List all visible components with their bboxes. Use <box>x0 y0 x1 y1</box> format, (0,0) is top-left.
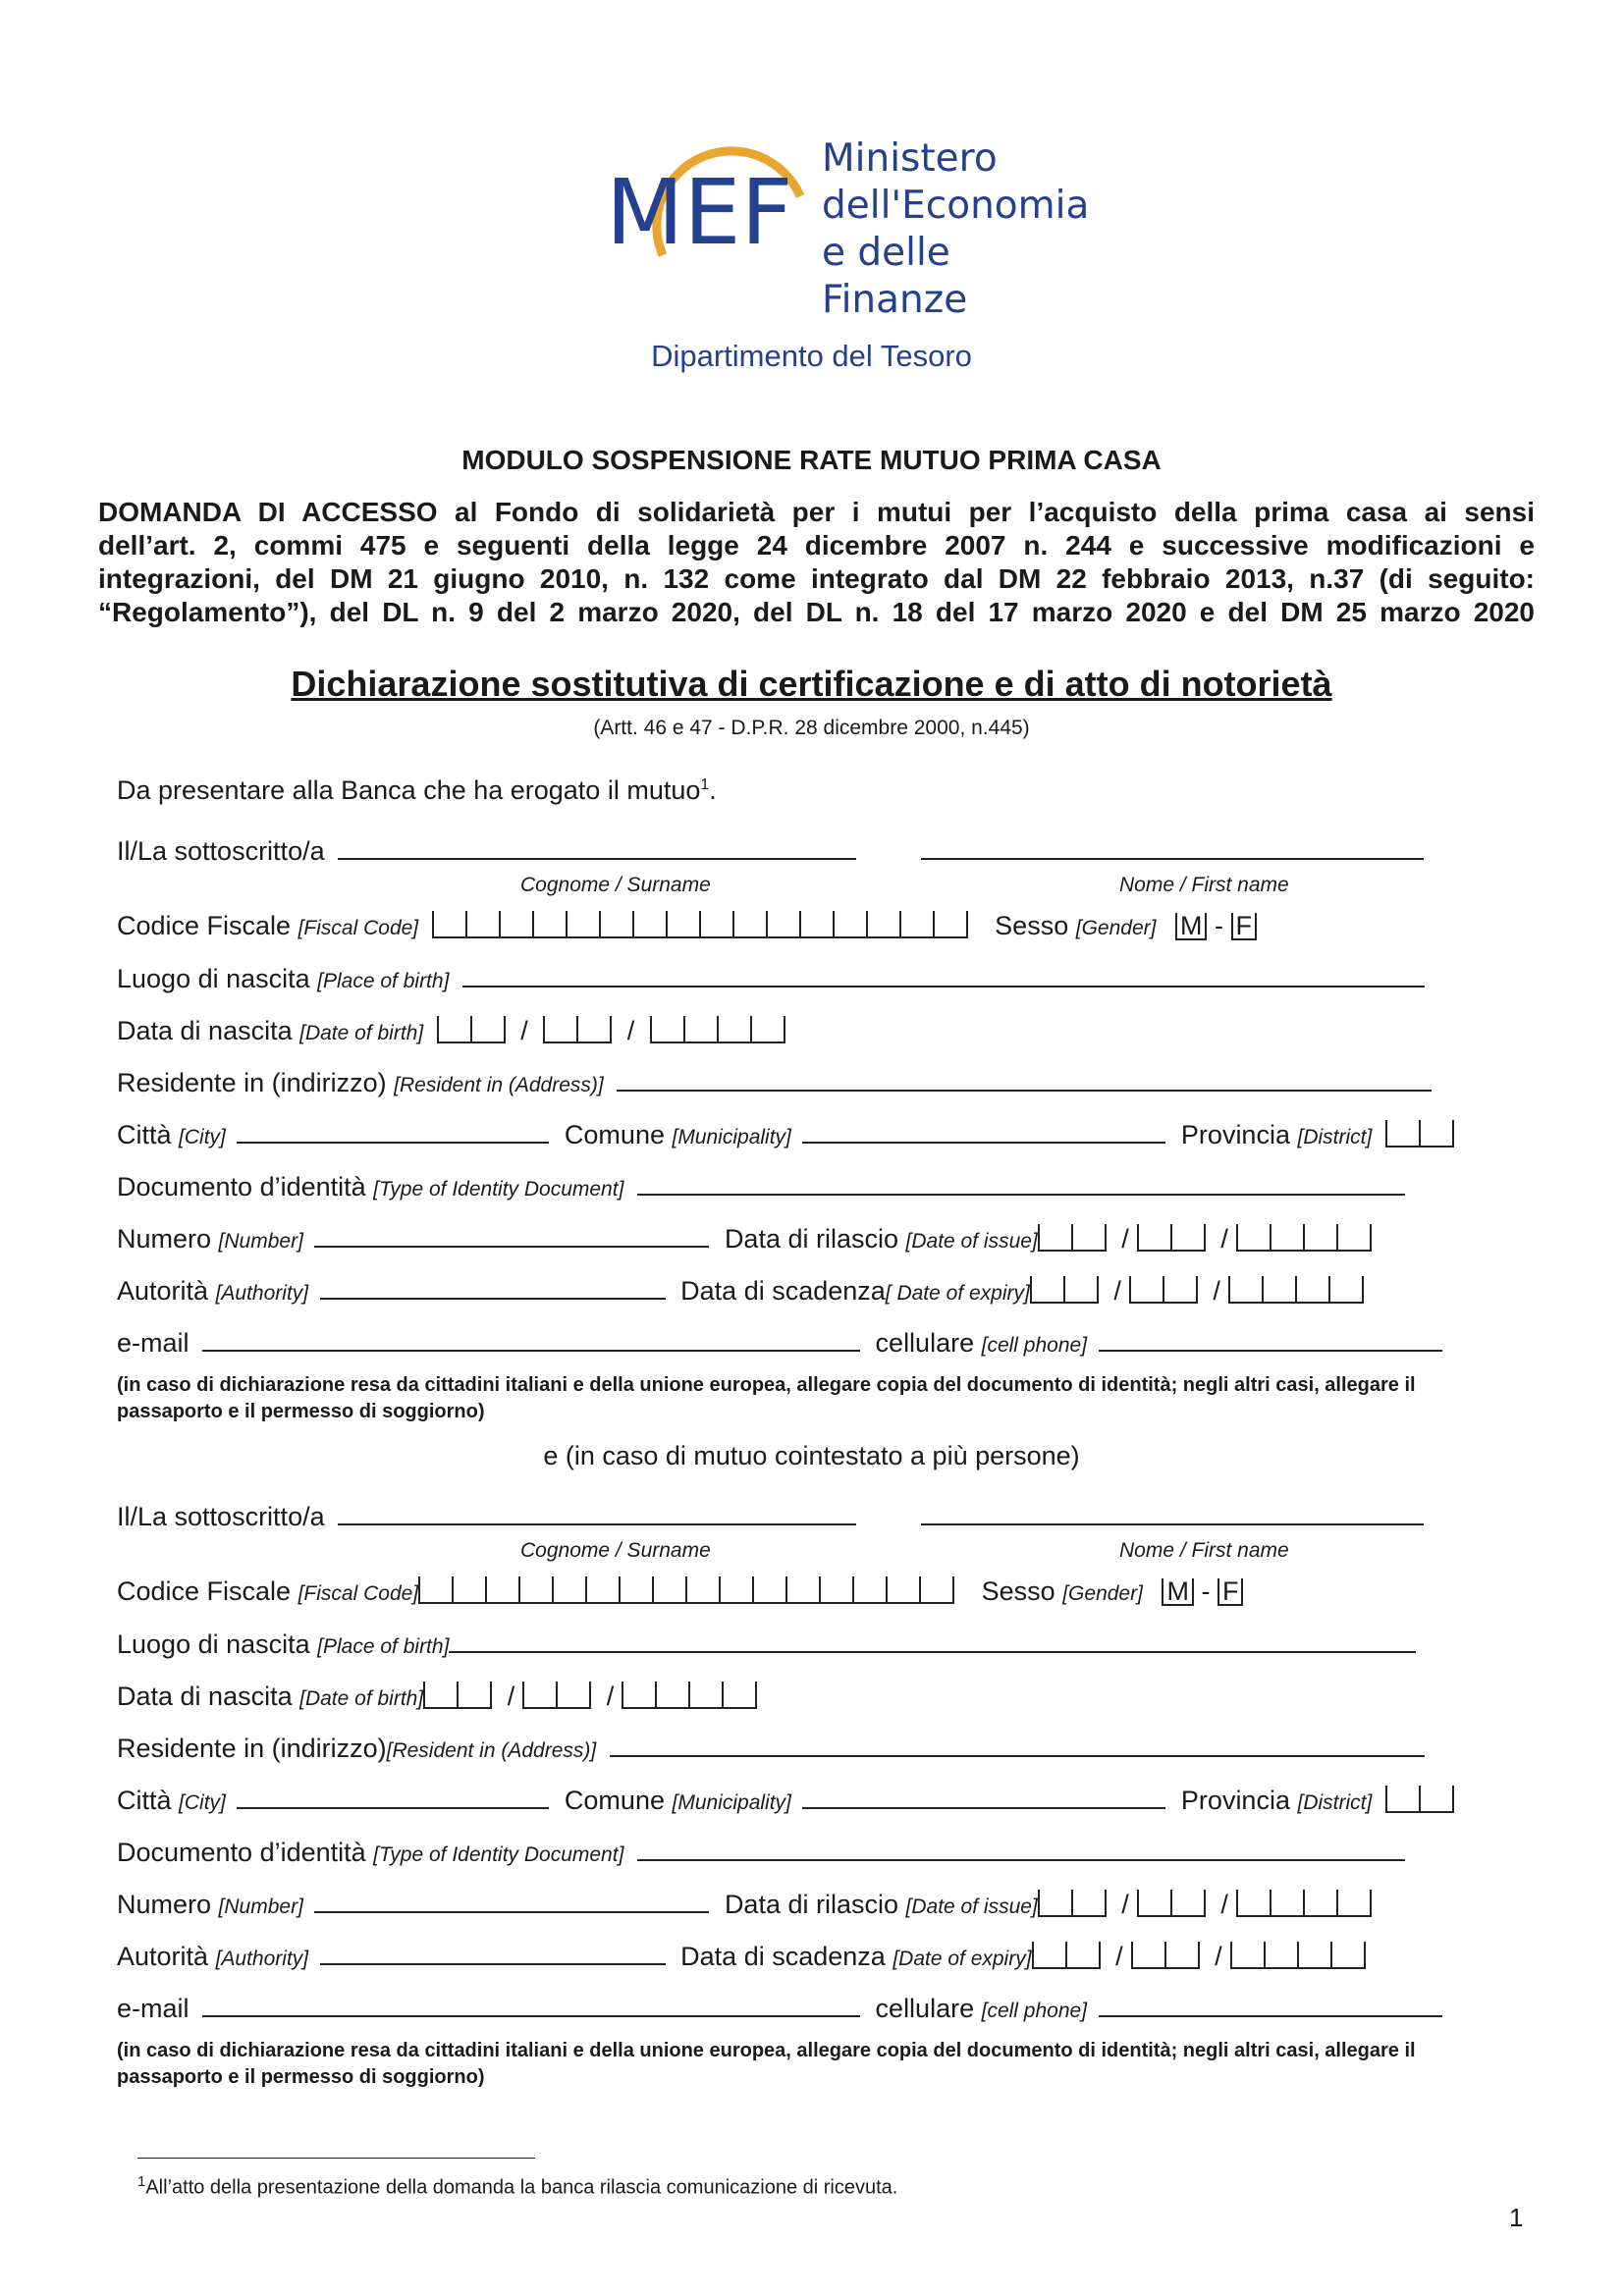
surname-caption: Cognome / Surname <box>520 874 711 896</box>
city-input-2[interactable] <box>237 1786 549 1809</box>
authority-label: Autorità <box>117 1276 209 1306</box>
authority-label: Autorità <box>117 1942 209 1971</box>
date-box[interactable] <box>1170 1224 1206 1252</box>
authority-en: [Authority] <box>215 1282 309 1305</box>
mef-logo <box>604 128 1090 322</box>
fiscal-code-box[interactable] <box>619 1576 652 1604</box>
number-label: Numero <box>117 1224 212 1254</box>
date-box[interactable] <box>1228 1276 1262 1304</box>
issue-day-boxes-2[interactable] <box>1038 1890 1107 1920</box>
issue-month-boxes[interactable] <box>1137 1224 1206 1255</box>
date-box[interactable] <box>1236 1890 1270 1917</box>
date-slash: / <box>507 1682 515 1711</box>
email-label: e-mail <box>117 1328 189 1358</box>
birth-month-boxes[interactable] <box>543 1016 612 1046</box>
date-box[interactable] <box>655 1682 688 1709</box>
date-box[interactable] <box>1030 1276 1063 1304</box>
number-en: [Number] <box>218 1896 303 1918</box>
date-slash: / <box>1113 1276 1121 1306</box>
form-title: MODULO SOSPENSIONE RATE MUTUO PRIMA CASA <box>461 445 1162 475</box>
fiscal-code-en: [Fiscal Code] <box>298 917 419 939</box>
fiscal-code-box[interactable] <box>732 911 766 938</box>
resident-row <box>117 1068 1432 1098</box>
fiscal-code-box[interactable] <box>666 911 699 938</box>
date-box[interactable] <box>1129 1276 1163 1304</box>
resident-en: [Resident in (Address)] <box>394 1074 604 1096</box>
joint-mortgage-note: e (in caso di mutuo cointestato a più persone) <box>543 1441 1080 1470</box>
city-label: Città <box>117 1786 172 1815</box>
footnote-ref: 1 <box>700 776 710 793</box>
id-doc-en: [Type of Identity Document] <box>373 1843 624 1866</box>
mobile-en: [cell phone] <box>981 2000 1088 2022</box>
fiscal-code-box[interactable] <box>933 911 968 938</box>
fiscal-code-box[interactable] <box>819 1576 852 1604</box>
resident-en: [Resident in (Address)] <box>386 1739 597 1762</box>
mef-logo-mark <box>604 128 830 294</box>
fiscal-code-box[interactable] <box>599 911 632 938</box>
present-text: Da presentare alla Banca che ha erogato il mutuo <box>117 775 701 805</box>
date-slash: / <box>1215 1942 1222 1971</box>
email-row-2 <box>117 1994 1442 2024</box>
fiscal-code-box[interactable] <box>432 911 465 938</box>
date-box[interactable] <box>650 1016 683 1043</box>
expiry-date-en: [ Date of expiry] <box>885 1282 1030 1305</box>
expiry-day-boxes-2[interactable] <box>1032 1942 1101 1972</box>
gender-f-option[interactable]: F <box>1231 913 1258 940</box>
date-box[interactable] <box>1303 1890 1336 1917</box>
birth-date-row <box>117 1016 785 1046</box>
mobile-en: [cell phone] <box>981 1334 1088 1357</box>
fiscal-code-box[interactable] <box>799 911 833 938</box>
intro-line-2: dell’art. 2, commi 475 e seguenti della legge 24 dicembre 2007 n. 244 e successive modificazioni e <box>98 530 1535 561</box>
number-row-2 <box>117 1890 1372 1920</box>
date-box[interactable] <box>622 1682 655 1709</box>
id-doc-label: Documento d’identità <box>117 1172 366 1201</box>
city-input[interactable] <box>237 1120 549 1144</box>
email-row <box>117 1328 1442 1359</box>
birth-date-label: Data di nascita <box>117 1016 293 1045</box>
surname-input[interactable] <box>338 836 856 860</box>
date-box[interactable] <box>1270 1224 1303 1252</box>
email-input[interactable] <box>202 1328 860 1352</box>
number-input-2[interactable] <box>314 1890 709 1913</box>
municipality-input-2[interactable] <box>802 1786 1165 1809</box>
date-slash: / <box>1121 1224 1129 1254</box>
province-box[interactable] <box>1385 1120 1419 1148</box>
date-box[interactable] <box>688 1682 722 1709</box>
birth-month-boxes-2[interactable] <box>522 1682 591 1712</box>
intro-line-1: DOMANDA DI ACCESSO al Fondo di solidarietà per i mutui per l’acquisto della prima casa ai sensi <box>98 497 1535 527</box>
date-box[interactable] <box>1336 1890 1372 1917</box>
gender-f-option-2[interactable]: F <box>1217 1578 1244 1606</box>
date-slash: / <box>1220 1224 1228 1254</box>
fiscal-code-box[interactable] <box>485 1576 518 1604</box>
fiscal-code-box[interactable] <box>585 1576 619 1604</box>
footnote <box>137 2173 897 2200</box>
date-box[interactable] <box>1131 1942 1164 1969</box>
birth-date-label: Data di nascita <box>117 1682 293 1711</box>
fiscal-code-row <box>117 911 1257 941</box>
page-number: 1 <box>1509 2203 1524 2232</box>
birth-place-row-2 <box>117 1629 1416 1660</box>
fiscal-code-box[interactable] <box>699 911 732 938</box>
date-slash: / <box>626 1016 635 1045</box>
fiscal-code-box[interactable] <box>652 1576 685 1604</box>
date-box[interactable] <box>437 1016 470 1043</box>
municipality-en: [Municipality] <box>672 1126 791 1148</box>
form-intro <box>98 496 1535 629</box>
fiscal-code-box[interactable] <box>919 1576 954 1604</box>
surname-input-2[interactable] <box>338 1502 856 1525</box>
municipality-input[interactable] <box>802 1120 1165 1144</box>
fiscal-code-box[interactable] <box>766 911 799 938</box>
first-name-input-2[interactable] <box>921 1502 1424 1525</box>
date-box[interactable] <box>1163 1276 1198 1304</box>
authority-en: [Authority] <box>215 1948 309 1970</box>
id-document-note-2: (in caso di dichiarazione resa da cittadini italiani e della unione europea, allegare copia del documento di identità; negli altri casi, allegare il passaporto e il permesso di soggiorno) <box>117 2040 1416 2088</box>
id-doc-row <box>117 1172 1405 1202</box>
birth-place-en: [Place of birth] <box>317 970 450 992</box>
issue-date-label: Data di rilascio <box>724 1890 899 1919</box>
date-box[interactable] <box>1295 1276 1328 1304</box>
issue-day-boxes[interactable] <box>1038 1224 1107 1255</box>
date-box[interactable] <box>1065 1942 1101 1969</box>
city-label: Città <box>117 1120 172 1149</box>
declaration-reference: (Artt. 46 e 47 - D.P.R. 28 dicembre 2000, n.445) <box>593 717 1030 739</box>
fiscal-code-box[interactable] <box>465 911 499 938</box>
city-row-2 <box>117 1786 1454 1816</box>
gender-label: Sesso <box>981 1576 1055 1606</box>
resident-input[interactable] <box>617 1068 1432 1092</box>
present-instruction <box>117 775 717 806</box>
authority-row-2 <box>117 1942 1366 1972</box>
date-slash: / <box>520 1016 528 1045</box>
fiscal-code-box[interactable] <box>833 911 866 938</box>
issue-month-boxes-2[interactable] <box>1137 1890 1206 1920</box>
gender-dash: - <box>1201 1576 1211 1606</box>
date-box[interactable] <box>457 1682 492 1709</box>
municipality-en: [Municipality] <box>672 1791 791 1814</box>
birth-place-label: Luogo di nascita <box>117 1629 310 1659</box>
footnote-mark: 1 <box>137 2173 146 2190</box>
fiscal-code-box[interactable] <box>499 911 532 938</box>
intro-line-3: integrazioni, del DM 21 giugno 2010, n. 132 come integrato dal DM 22 febbraio 2013, n.37 (di seguito: <box>98 563 1535 594</box>
expiry-month-boxes[interactable] <box>1129 1276 1198 1307</box>
first-name-caption: Nome / First name <box>1119 874 1289 896</box>
date-box[interactable] <box>717 1016 750 1043</box>
fiscal-code-box[interactable] <box>418 1576 452 1604</box>
first-name-input[interactable] <box>921 836 1424 860</box>
date-box[interactable] <box>1262 1276 1295 1304</box>
date-box[interactable] <box>750 1016 785 1043</box>
date-slash: / <box>606 1682 615 1711</box>
intro-line-4: “Regolamento”), del DL n. 9 del 2 marzo 2020, del DL n. 18 del 17 marzo 2020 e del DM 25 marzo 2020 <box>98 597 1535 627</box>
first-name-caption-2: Nome / First name <box>1119 1539 1289 1562</box>
date-slash: / <box>1213 1276 1220 1306</box>
fiscal-code-box[interactable] <box>852 1576 886 1604</box>
resident-input-2[interactable] <box>610 1734 1425 1757</box>
date-box[interactable] <box>1264 1942 1297 1969</box>
mobile-label: cellulare <box>875 1328 975 1358</box>
fiscal-code-box[interactable] <box>752 1576 785 1604</box>
date-box[interactable] <box>1303 1224 1336 1252</box>
birth-date-row-2 <box>117 1682 757 1712</box>
logo-line-1: Ministero <box>822 136 998 181</box>
number-label: Numero <box>117 1890 212 1919</box>
declaration-title: Dichiarazione sostitutiva di certificazione e di atto di notorietà <box>291 664 1332 704</box>
birth-year-boxes-2[interactable] <box>622 1682 757 1712</box>
issue-year-boxes[interactable] <box>1236 1224 1372 1255</box>
date-box[interactable] <box>1071 1224 1107 1252</box>
resident-label: Residente in (indirizzo) <box>117 1734 387 1763</box>
undersigned-row <box>117 836 1424 867</box>
gender-m-option-2[interactable]: M <box>1162 1578 1194 1606</box>
date-box[interactable] <box>423 1682 457 1709</box>
fiscal-code-en: [Fiscal Code] <box>298 1582 419 1605</box>
expiry-year-boxes-2[interactable] <box>1230 1942 1366 1972</box>
date-box[interactable] <box>1063 1276 1099 1304</box>
date-box[interactable] <box>1038 1890 1071 1917</box>
undersigned-row-2 <box>117 1502 1424 1532</box>
issue-date-en: [Date of issue] <box>905 1230 1038 1253</box>
gender-dash: - <box>1214 911 1223 940</box>
date-box[interactable] <box>556 1682 591 1709</box>
province-boxes-2[interactable] <box>1385 1786 1454 1816</box>
fiscal-code-box[interactable] <box>632 911 666 938</box>
mobile-input[interactable] <box>1099 1328 1442 1352</box>
birth-place-input[interactable] <box>462 964 1425 988</box>
gender-label: Sesso <box>995 911 1069 940</box>
present-end: . <box>709 775 717 805</box>
expiry-date-label: Data di scadenza <box>680 1276 886 1306</box>
date-box[interactable] <box>1270 1890 1303 1917</box>
date-box[interactable] <box>1071 1890 1107 1917</box>
logo-line-3: e delle Finanze <box>822 231 968 322</box>
city-en: [City] <box>179 1126 226 1148</box>
fiscal-code-label: Codice Fiscale <box>117 911 292 940</box>
authority-input[interactable] <box>320 1276 666 1300</box>
fiscal-code-box[interactable] <box>899 911 933 938</box>
birth-date-en: [Date of birth] <box>299 1687 424 1710</box>
date-slash: / <box>1220 1890 1228 1919</box>
date-box[interactable] <box>1330 1942 1366 1969</box>
fiscal-code-boxes[interactable] <box>432 911 968 941</box>
gender-en: [Gender] <box>1062 1582 1143 1605</box>
expiry-day-boxes[interactable] <box>1030 1276 1099 1307</box>
id-doc-row-2 <box>117 1838 1405 1868</box>
date-box[interactable] <box>1236 1224 1270 1252</box>
city-en: [City] <box>179 1791 226 1814</box>
date-box[interactable] <box>1038 1224 1071 1252</box>
date-box[interactable] <box>1032 1942 1065 1969</box>
expiry-date-en: [Date of expiry] <box>893 1948 1032 1970</box>
id-document-note: (in caso di dichiarazione resa da cittadini italiani e della unione europea, allegare copia del documento di identità; negli altri casi, allegare il passaporto e il permesso di soggiorno) <box>117 1374 1416 1422</box>
birth-place-en: [Place of birth] <box>317 1635 450 1658</box>
birth-day-boxes-2[interactable] <box>423 1682 492 1712</box>
resident-label: Residente in (indirizzo) <box>117 1068 387 1097</box>
id-doc-en: [Type of Identity Document] <box>373 1178 624 1201</box>
fiscal-code-row-2 <box>117 1576 1243 1607</box>
gender-m-option[interactable]: M <box>1175 913 1208 940</box>
fiscal-code-box[interactable] <box>566 911 599 938</box>
email-label: e-mail <box>117 1994 189 2023</box>
id-doc-input[interactable] <box>637 1172 1405 1196</box>
date-box[interactable] <box>1297 1942 1330 1969</box>
fiscal-code-box[interactable] <box>532 911 566 938</box>
expiry-month-boxes-2[interactable] <box>1131 1942 1200 1972</box>
province-label: Provincia <box>1180 1120 1290 1149</box>
department-name: Dipartimento del Tesoro <box>651 339 972 373</box>
number-en: [Number] <box>218 1230 303 1253</box>
logo-mark-text: MEF <box>606 160 793 265</box>
undersigned-label: Il/La sottoscritto/a <box>117 836 325 866</box>
mobile-label: cellulare <box>875 1994 975 2023</box>
birth-place-label: Luogo di nascita <box>117 964 310 993</box>
fiscal-code-label: Codice Fiscale <box>117 1576 292 1606</box>
mobile-input-2[interactable] <box>1099 1994 1442 2017</box>
date-box[interactable] <box>1336 1224 1372 1252</box>
expiry-date-label: Data di scadenza <box>680 1942 886 1971</box>
fiscal-code-box[interactable] <box>552 1576 585 1604</box>
issue-date-label: Data di rilascio <box>724 1224 899 1254</box>
date-slash: / <box>1115 1942 1123 1971</box>
fiscal-code-box[interactable] <box>719 1576 752 1604</box>
city-row <box>117 1120 1454 1150</box>
fiscal-code-box[interactable] <box>866 911 899 938</box>
date-box[interactable] <box>722 1682 757 1709</box>
province-label: Provincia <box>1180 1786 1290 1815</box>
date-box[interactable] <box>1328 1276 1364 1304</box>
birth-place-input-2[interactable] <box>449 1629 1416 1653</box>
issue-date-en: [Date of issue] <box>905 1896 1038 1918</box>
date-box[interactable] <box>543 1016 576 1043</box>
date-box[interactable] <box>1137 1890 1170 1917</box>
birth-date-en: [Date of birth] <box>299 1022 424 1044</box>
fiscal-code-box[interactable] <box>518 1576 552 1604</box>
id-doc-label: Documento d’identità <box>117 1838 366 1867</box>
fiscal-code-box[interactable] <box>685 1576 719 1604</box>
province-box[interactable] <box>1419 1120 1454 1148</box>
footnote-divider <box>137 2158 535 2159</box>
date-box[interactable] <box>576 1016 612 1043</box>
date-box[interactable] <box>1230 1942 1264 1969</box>
date-box[interactable] <box>522 1682 556 1709</box>
undersigned-label: Il/La sottoscritto/a <box>117 1502 325 1531</box>
fiscal-code-box[interactable] <box>785 1576 819 1604</box>
birth-place-row <box>117 964 1425 994</box>
gender-en: [Gender] <box>1075 917 1157 939</box>
province-box[interactable] <box>1385 1786 1419 1813</box>
province-boxes[interactable] <box>1385 1120 1454 1150</box>
municipality-label: Comune <box>564 1786 665 1815</box>
email-input-2[interactable] <box>202 1994 860 2017</box>
issue-year-boxes-2[interactable] <box>1236 1890 1372 1920</box>
province-en: [District] <box>1297 1791 1373 1814</box>
municipality-label: Comune <box>564 1120 665 1149</box>
fiscal-code-box[interactable] <box>452 1576 485 1604</box>
province-box[interactable] <box>1419 1786 1454 1813</box>
footnote-text: All’atto della presentazione della domanda la banca rilascia comunicazione di ricevuta. <box>145 2176 898 2199</box>
date-box[interactable] <box>1170 1890 1206 1917</box>
fiscal-code-boxes-2[interactable] <box>418 1576 954 1607</box>
number-input[interactable] <box>314 1224 709 1248</box>
logo-line-2: dell'Economia <box>822 184 1090 228</box>
province-en: [District] <box>1297 1126 1373 1148</box>
surname-caption-2: Cognome / Surname <box>520 1539 711 1562</box>
date-box[interactable] <box>470 1016 506 1043</box>
date-slash: / <box>1121 1890 1129 1919</box>
id-doc-input-2[interactable] <box>637 1838 1405 1861</box>
number-row <box>117 1224 1372 1255</box>
fiscal-code-box[interactable] <box>886 1576 919 1604</box>
authority-input-2[interactable] <box>320 1942 666 1965</box>
birth-day-boxes[interactable] <box>437 1016 506 1046</box>
date-box[interactable] <box>683 1016 717 1043</box>
date-box[interactable] <box>1137 1224 1170 1252</box>
expiry-year-boxes[interactable] <box>1228 1276 1364 1307</box>
resident-row-2 <box>117 1734 1425 1764</box>
date-box[interactable] <box>1164 1942 1200 1969</box>
authority-row <box>117 1276 1364 1307</box>
birth-year-boxes[interactable] <box>650 1016 785 1046</box>
